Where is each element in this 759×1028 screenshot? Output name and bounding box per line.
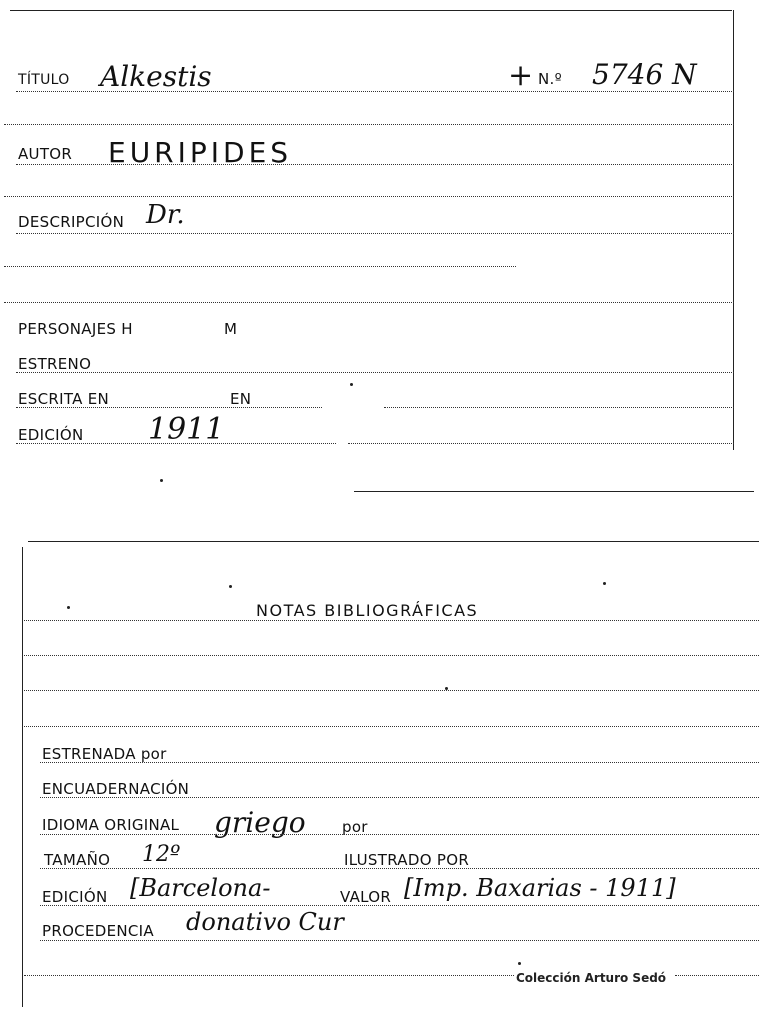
speck: [67, 606, 70, 609]
encuadernacion-label: ENCUADERNACIÓN: [42, 780, 190, 798]
card-right-border: [733, 10, 734, 450]
card-top-border: [10, 10, 732, 11]
valor-value: [Imp. Baxarias - 1911]: [404, 874, 676, 902]
card-bottom-border: [354, 491, 754, 492]
rule-line: [4, 196, 734, 197]
tamano-line: [40, 868, 759, 869]
numero-value: 5746 N: [592, 58, 697, 91]
idioma-line: [40, 834, 759, 835]
collection-footer: Colección Arturo Sedó: [516, 971, 667, 985]
encuadernacion-line: [40, 797, 759, 798]
notas-heading: NOTAS BIBLIOGRÁFICAS: [256, 601, 479, 620]
titulo-label: TÍTULO: [18, 72, 70, 88]
heading-line: [24, 620, 759, 621]
autor-line: [16, 164, 734, 165]
escrita-line: [16, 407, 322, 408]
autor-value: EURIPIDES: [108, 136, 293, 169]
procedencia-label: PROCEDENCIA: [42, 922, 154, 940]
estreno-line: [16, 372, 734, 373]
ilustrado-label: ILUSTRADO POR: [344, 851, 470, 869]
numero-label: N.º: [538, 70, 562, 88]
rule-line: [24, 726, 759, 727]
rule-line: [24, 655, 759, 656]
speck: [445, 687, 448, 690]
numero-mark: +: [508, 58, 534, 93]
valor-label: VALOR: [340, 888, 392, 906]
speck: [350, 383, 353, 386]
rule-line: [24, 975, 514, 976]
descripcion-label: DESCRIPCIÓN: [18, 213, 125, 231]
escrita-label: ESCRITA EN: [18, 390, 110, 408]
tamano-value: 12º: [142, 842, 181, 867]
procedencia-line: [40, 940, 759, 941]
rule-line: [24, 690, 759, 691]
estrenada-label: ESTRENADA por: [42, 745, 167, 763]
titulo-value: Alkestis: [100, 60, 212, 93]
edicion-label: EDICIÓN: [18, 426, 84, 444]
descripcion-value: Dr.: [146, 200, 185, 230]
rule-line: [4, 302, 734, 303]
speck: [229, 585, 232, 588]
speck: [603, 582, 606, 585]
idioma-por-label: por: [342, 818, 368, 836]
edicion2-value: [Barcelona-: [130, 874, 271, 902]
rule-line: [4, 124, 734, 125]
escrita-en-label: EN: [230, 390, 252, 408]
speck: [160, 479, 163, 482]
speck: [518, 962, 521, 965]
edicion2-label: EDICIÓN: [42, 888, 108, 906]
rule-line: [675, 975, 759, 976]
rule-line: [4, 266, 516, 267]
titulo-line: [16, 91, 734, 92]
idioma-label: IDIOMA ORIGINAL: [42, 816, 180, 834]
estrenada-line: [40, 762, 759, 763]
procedencia-value: donativo Cur: [186, 908, 344, 936]
edicion-line: [16, 443, 336, 444]
estreno-label: ESTRENO: [18, 355, 92, 373]
edicion2-line: [40, 905, 759, 906]
escrita-line-right: [384, 407, 734, 408]
personajes-label: PERSONAJES H: [18, 320, 133, 338]
tamano-label: TAMAÑO: [44, 851, 111, 869]
edicion-line-right: [348, 443, 734, 444]
descripcion-line: [16, 233, 734, 234]
personajes-m-label: M: [224, 320, 238, 338]
card2-top-border: [28, 541, 759, 542]
card2-left-border: [22, 547, 23, 1007]
idioma-value: griego: [214, 806, 306, 839]
autor-label: AUTOR: [18, 145, 73, 163]
edicion-value: 1911: [148, 412, 225, 447]
